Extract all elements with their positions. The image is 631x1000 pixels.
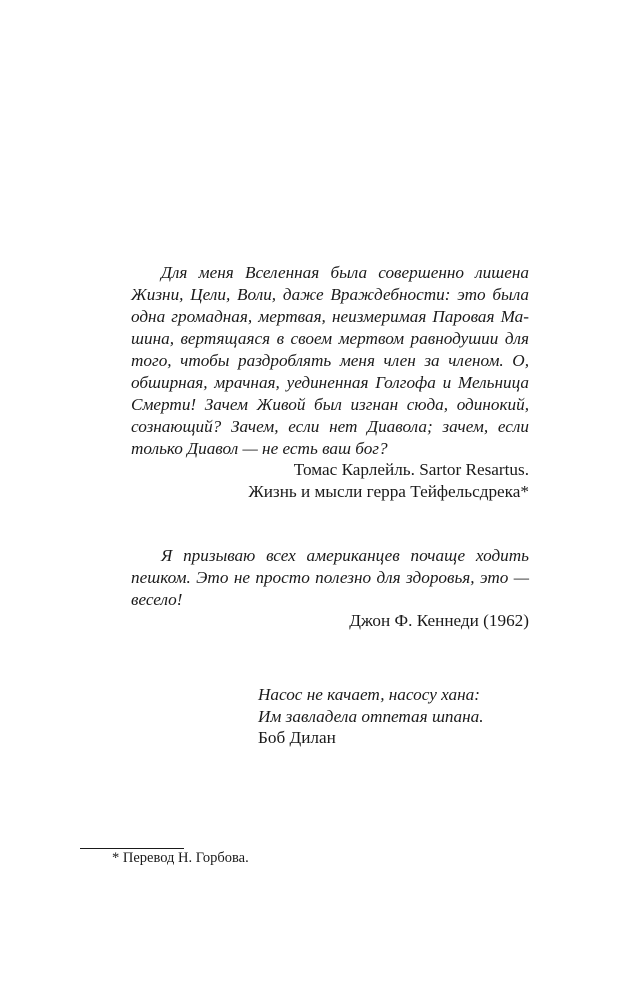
- epigraph-line: того, чтобы раздроблять меня член за членом. О,: [131, 351, 529, 370]
- epigraph-line: Я призываю всех американцев почаще ходить: [161, 546, 529, 565]
- epigraph-line: весело!: [131, 590, 183, 609]
- epigraph-line: пешком. Это не просто полезно для здоровья, это —: [131, 568, 529, 587]
- epigraph-line: шина, вертящаяся в своем мертвом равнодушии для: [131, 329, 529, 348]
- epigraph-line: только Диавол — не есть ваш бог?: [131, 439, 388, 458]
- epigraph-line: Жизни, Цели, Воли, даже Враждебности: это была: [131, 285, 529, 304]
- poem-line: Им завладела отпетая шпана.: [258, 707, 484, 726]
- epigraph-line: Для меня Вселенная была совершенно лишена: [161, 263, 529, 282]
- footnote: * Перевод Н. Горбова.: [112, 850, 249, 866]
- poem-line: Насос не качает, насосу хана:: [258, 685, 480, 704]
- epigraph-line: одна громадная, мертвая, неизмеримая Паровая Ма-: [131, 307, 529, 326]
- epigraph-attribution: Боб Дилан: [258, 728, 336, 747]
- epigraph-line: Смерти! Зачем Живой был изгнан сюда, одинокий,: [131, 395, 529, 414]
- epigraph-attribution: Джон Ф. Кеннеди (1962): [349, 611, 529, 630]
- epigraph-line: сознающий? Зачем, если нет Диавола; зачем, если: [131, 417, 529, 436]
- epigraph-attribution: Томас Карлейль. Sartor Resartus.: [293, 460, 529, 479]
- epigraph-attribution: Жизнь и мысли герра Тейфельсдрека*: [248, 482, 529, 501]
- epigraph-line: обширная, мрачная, уединенная Голгофа и Мельница: [131, 373, 529, 392]
